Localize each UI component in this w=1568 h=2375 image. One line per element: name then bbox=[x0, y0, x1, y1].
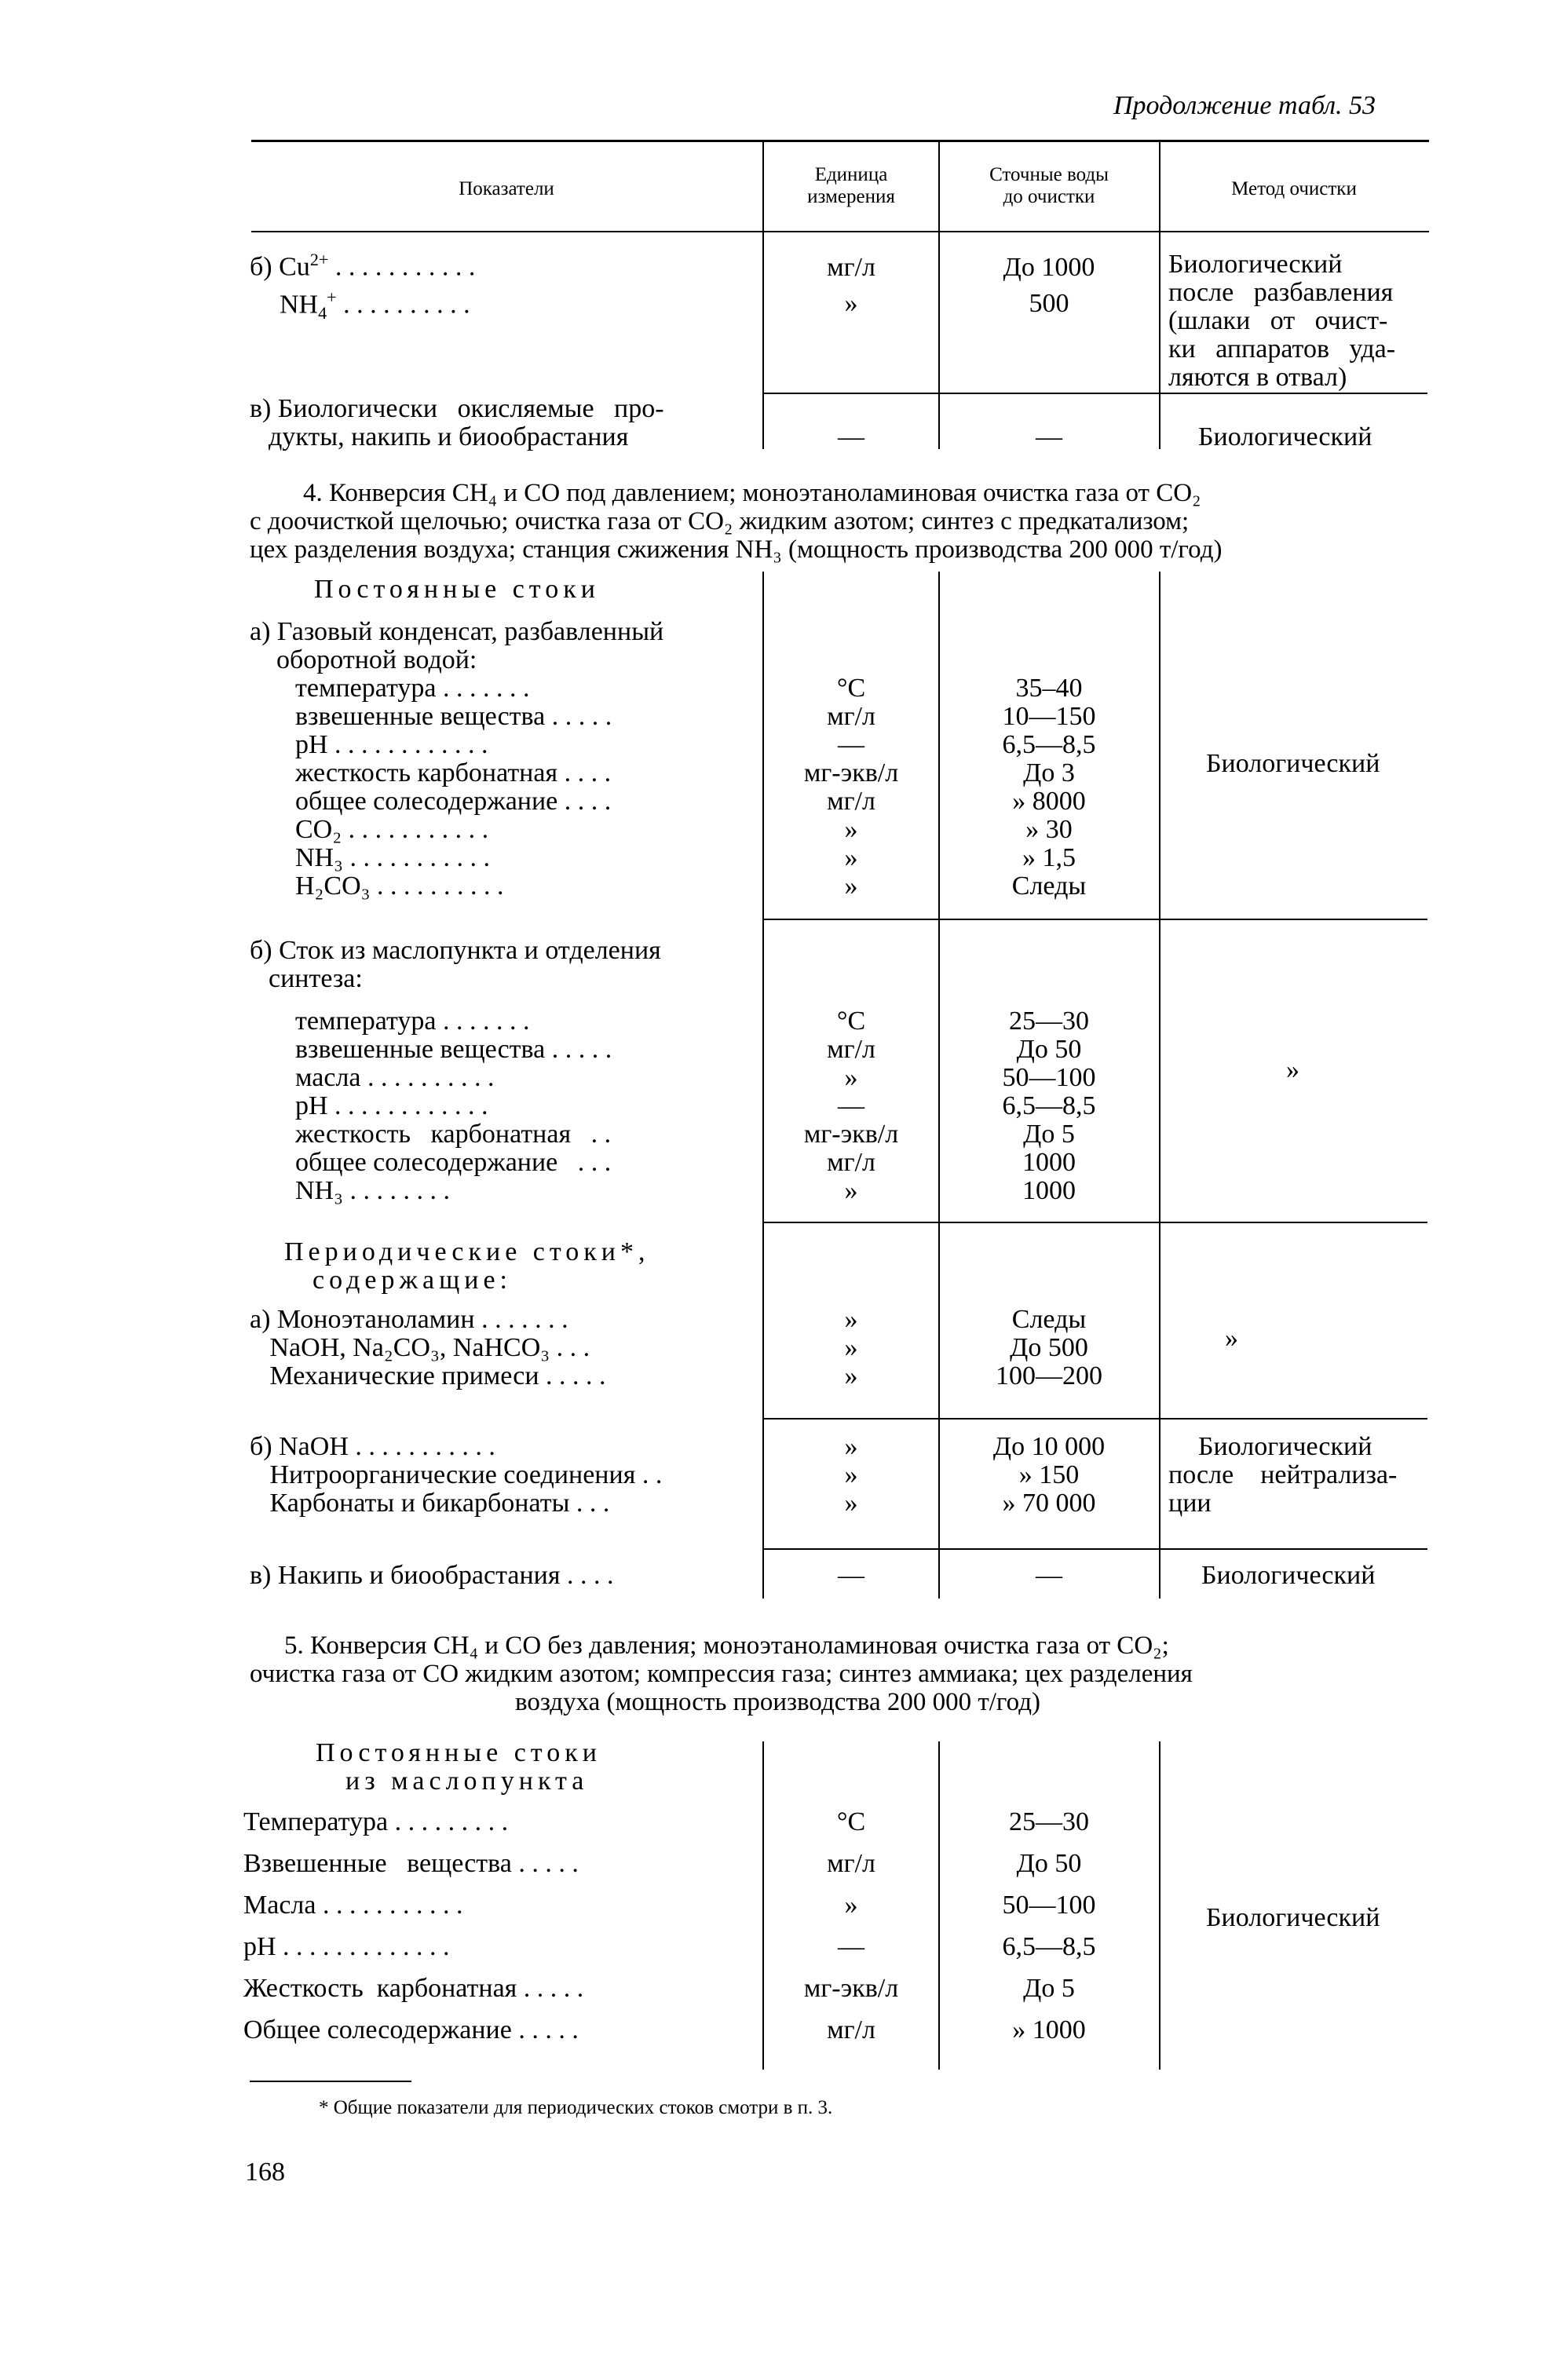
sec4-a-row-unit: — bbox=[838, 730, 864, 759]
sec4-b-row-label: масла . . . . . . . . . . bbox=[295, 1063, 495, 1092]
sec4-a-row-value: Следы bbox=[1011, 871, 1087, 901]
sec4-pv-label: в) Накипь и биообрастания . . . . bbox=[250, 1561, 614, 1590]
sec4-a-row-unit: » bbox=[844, 871, 858, 901]
sec4-a-row-unit: мг/л bbox=[827, 787, 875, 816]
sec4-pb-row-value: » 70 000 bbox=[1002, 1489, 1096, 1518]
sec5-const-title-2: из маслопункта bbox=[345, 1767, 589, 1796]
sec4-pb-row-label: Карбонаты и бикарбонаты . . . bbox=[250, 1489, 610, 1518]
sec5-row-label: Масла . . . . . . . . . . . bbox=[243, 1891, 463, 1920]
sec4-b-row-label: температура . . . . . . . bbox=[295, 1007, 530, 1036]
sec4-a-row-label: жесткость карбонатная . . . . bbox=[295, 758, 612, 787]
row-divider-b bbox=[764, 919, 1427, 920]
col-rule-3a bbox=[1159, 141, 1160, 449]
footnote-rule bbox=[250, 2081, 411, 2082]
sec4-pb-method-3: ции bbox=[1168, 1489, 1212, 1518]
sec4-a-row-label: H₂CO₃ . . . . . . . . . . bbox=[295, 871, 504, 901]
header-before-line2: до очистки bbox=[1003, 186, 1095, 207]
table-top-rule bbox=[251, 140, 1429, 142]
sec4-a-row-value: » 30 bbox=[1025, 815, 1073, 844]
sec4-b-row-value: 25—30 bbox=[1009, 1007, 1089, 1036]
sec5-row-value: До 50 bbox=[1016, 1849, 1082, 1878]
sec4-b-row-label: жесткость карбонатная . . bbox=[295, 1120, 612, 1149]
sec5-row-value: 50—100 bbox=[1002, 1891, 1096, 1920]
sec5-intro-line1: 5. Конверсия CH₄ и CO без давления; моноэтаноламиновая очистка газа от CO₂; bbox=[284, 1631, 1169, 1660]
page-number: 168 bbox=[245, 2158, 285, 2187]
header-method: Метод очистки bbox=[1231, 178, 1357, 199]
sec4-a-row-unit: мг/л bbox=[827, 702, 875, 731]
header-before-line1: Сточные воды bbox=[989, 164, 1109, 185]
sec4-a-row-label: pH . . . . . . . . . . . . bbox=[295, 730, 488, 759]
sec4-a-row-unit: » bbox=[844, 815, 858, 844]
sec5-row-label: Температура . . . . . . . . . bbox=[243, 1807, 509, 1836]
sec4-b-row-unit: — bbox=[838, 1091, 864, 1120]
sec4-a-row-unit: мг-экв/л bbox=[803, 758, 899, 787]
sec4-const-title: Постоянные стоки bbox=[314, 575, 600, 604]
sec4-pb-row-label: б) NaOH . . . . . . . . . . . bbox=[250, 1432, 495, 1461]
sec4-a-row-value: До 3 bbox=[1023, 758, 1075, 787]
sec5-intro-line3: воздуха (мощность производства 200 000 т/год) bbox=[515, 1688, 1040, 1716]
sec4-intro-line2: с доочисткой щелочью; очистка газа от CO₂ жидким азотом; синтез с предкатализом; bbox=[250, 507, 1190, 535]
sec4-pb-row-value: До 10 000 bbox=[992, 1432, 1106, 1461]
sec4-a-row-label: взвешенные вещества . . . . . bbox=[295, 702, 612, 731]
sec5-row-unit: — bbox=[838, 1932, 864, 1961]
sec4-periodic-title-1: Периодические стоки*, bbox=[284, 1237, 650, 1266]
sec4-b-row-unit: мг/л bbox=[827, 1035, 875, 1064]
sec4-a-row-unit: °C bbox=[836, 674, 866, 703]
row-nh4-label: $NH_4^+$ . . . . . . . . . . bbox=[280, 287, 470, 323]
sec4-a-method: Биологический bbox=[1206, 749, 1380, 778]
row-cu-unit: мг/л bbox=[827, 253, 875, 282]
sec4-a-row-label: температура . . . . . . . bbox=[295, 674, 530, 703]
sec4-a-row-value: » 8000 bbox=[1012, 787, 1086, 816]
row-nh4-value: 500 bbox=[1029, 289, 1069, 318]
col-rule-3b bbox=[1159, 572, 1160, 1599]
sec4-pa-row-label: а) Моноэтаноламин . . . . . . . bbox=[250, 1305, 568, 1334]
sec4-a-row-label: CO₂ . . . . . . . . . . . bbox=[295, 815, 489, 844]
sec4-a-row-label: общее солесодержание . . . . bbox=[295, 787, 612, 816]
sec5-row-value: » 1000 bbox=[1012, 2015, 1086, 2044]
continuation-caption: Продолжение табл. 53 bbox=[1113, 91, 1376, 120]
sec4-b-row-unit: » bbox=[844, 1063, 858, 1092]
footnote: * Общие показатели для периодических стоков смотри в п. 3. bbox=[319, 2097, 833, 2118]
row-divider-v bbox=[764, 393, 1427, 394]
sec4-pb-row-label: Нитроорганические соединения . . bbox=[250, 1460, 663, 1489]
row-cu-method-4: ки аппаратов уда- bbox=[1168, 334, 1396, 364]
sec5-row-unit: » bbox=[844, 1891, 858, 1920]
sec4-pa-row-value: Следы bbox=[1011, 1305, 1087, 1334]
header-unit-line2: измерения bbox=[807, 186, 895, 207]
sec4-a-row-value: 35–40 bbox=[1015, 674, 1083, 703]
sec4-a-title-1: а) Газовый конденсат, разбавленный bbox=[250, 617, 664, 646]
sec4-pa-method: » bbox=[1225, 1324, 1238, 1353]
sec4-pa-row-label: NaOH, Na₂CO₃, NaHCO₃ . . . bbox=[250, 1333, 590, 1362]
sec4-b-title-2: синтеза: bbox=[269, 964, 363, 993]
sec5-row-unit: °C bbox=[836, 1807, 866, 1836]
sec4-b-row-value: До 5 bbox=[1023, 1120, 1075, 1149]
sec5-row-label: Общее солесодержание . . . . . bbox=[243, 2015, 579, 2044]
sec4-b-row-label: pH . . . . . . . . . . . . bbox=[295, 1091, 488, 1120]
sec4-b-row-unit: мг/л bbox=[827, 1148, 875, 1177]
sec4-b-row-label: NH₃ . . . . . . . . bbox=[295, 1176, 450, 1205]
sec4-pv-unit: — bbox=[838, 1561, 864, 1590]
sec4-pb-row-unit: » bbox=[844, 1432, 858, 1461]
sec4-b-row-unit: » bbox=[844, 1176, 858, 1205]
sec4-a-row-value: 6,5—8,5 bbox=[1002, 730, 1096, 759]
row-v-value: — bbox=[1036, 422, 1062, 451]
sec4-a-row-value: 10—150 bbox=[1002, 702, 1096, 731]
sec4-pa-row-unit: » bbox=[844, 1361, 858, 1390]
sec4-pa-row-value: До 500 bbox=[1010, 1333, 1088, 1362]
sec4-b-row-value: 1000 bbox=[1022, 1176, 1076, 1205]
row-divider-pb bbox=[764, 1418, 1427, 1420]
sec4-pv-value: — bbox=[1036, 1561, 1062, 1590]
row-v-label-1: в) Биологически окисляемые про- bbox=[250, 394, 664, 423]
sec4-a-row-value: » 1,5 bbox=[1022, 843, 1076, 872]
header-bottom-rule bbox=[251, 231, 1429, 232]
sec5-row-value: До 5 bbox=[1023, 1974, 1075, 2003]
row-v-method: Биологический bbox=[1198, 422, 1372, 451]
sec4-b-row-unit: мг-экв/л bbox=[803, 1120, 899, 1149]
sec4-a-title-2: оборотной водой: bbox=[276, 645, 477, 674]
sec4-pb-method-1: Биологический bbox=[1198, 1432, 1372, 1461]
row-cu-method-5: ляются в отвал) bbox=[1168, 363, 1347, 392]
row-divider-periodic bbox=[764, 1222, 1427, 1223]
header-unit-line1: Единица bbox=[814, 164, 888, 185]
sec4-a-row-label: NH₃ . . . . . . . . . . . bbox=[295, 843, 490, 872]
sec5-row-unit: мг-экв/л bbox=[803, 1974, 899, 2003]
sec5-row-value: 25—30 bbox=[1009, 1807, 1089, 1836]
sec4-b-row-unit: °C bbox=[836, 1007, 866, 1036]
sec4-pv-method: Биологический bbox=[1201, 1561, 1376, 1590]
sec4-pa-row-unit: » bbox=[844, 1305, 858, 1334]
sec4-pb-row-unit: » bbox=[844, 1460, 858, 1489]
row-cu-method-2: после разбавления bbox=[1168, 278, 1394, 307]
row-cu-value: До 1000 bbox=[1003, 253, 1095, 282]
row-v-unit: — bbox=[838, 422, 864, 451]
sec5-row-label: Взвешенные вещества . . . . . bbox=[243, 1849, 579, 1878]
sec4-b-row-label: взвешенные вещества . . . . . bbox=[295, 1035, 612, 1064]
sec5-row-label: Жесткость карбонатная . . . . . bbox=[243, 1974, 584, 2003]
row-cu-method-1: Биологический bbox=[1168, 250, 1343, 279]
row-divider-pv bbox=[764, 1548, 1427, 1550]
sec4-pa-row-label: Механические примеси . . . . . bbox=[250, 1361, 606, 1390]
sec4-pa-row-value: 100—200 bbox=[996, 1361, 1102, 1390]
sec5-method: Биологический bbox=[1206, 1903, 1380, 1932]
sec4-b-row-value: 6,5—8,5 bbox=[1002, 1091, 1096, 1120]
sec4-b-row-value: 1000 bbox=[1022, 1148, 1076, 1177]
sec5-row-value: 6,5—8,5 bbox=[1002, 1932, 1096, 1961]
header-indicators: Показатели bbox=[459, 178, 554, 199]
sec4-pb-method-2: после нейтрализа- bbox=[1168, 1460, 1398, 1489]
sec4-intro-line3: цех разделения воздуха; станция сжижения NH₃ (мощность производства 200 000 т/год) bbox=[250, 535, 1223, 564]
sec4-periodic-title-2: содержащие: bbox=[313, 1266, 512, 1295]
row-cu-method-3: (шлаки от очист- bbox=[1168, 306, 1388, 335]
sec5-row-unit: мг/л bbox=[827, 2015, 875, 2044]
sec4-b-row-value: До 50 bbox=[1016, 1035, 1082, 1064]
sec5-const-title-1: Постоянные стоки bbox=[316, 1738, 601, 1767]
sec4-b-row-value: 50—100 bbox=[1002, 1063, 1096, 1092]
sec4-pb-row-value: » 150 bbox=[1018, 1460, 1080, 1489]
row-v-label-2: дукты, накипь и биообрастания bbox=[269, 422, 629, 451]
sec4-b-method: » bbox=[1286, 1055, 1299, 1084]
col-rule-3c bbox=[1159, 1741, 1160, 2070]
sec4-a-row-unit: » bbox=[844, 843, 858, 872]
sec4-b-title-1: б) Сток из маслопункта и отделения bbox=[250, 936, 661, 965]
row-cu-label: б) $Cu^{2+}$ . . . . . . . . . . . bbox=[250, 250, 476, 282]
sec5-row-unit: мг/л bbox=[827, 1849, 875, 1878]
row-nh4-unit: » bbox=[844, 289, 858, 318]
sec5-intro-line2: очистка газа от CO жидким азотом; компрессия газа; синтез аммиака; цех разделения bbox=[250, 1660, 1193, 1688]
sec4-b-row-label: общее солесодержание . . . bbox=[295, 1148, 612, 1177]
sec4-pb-row-unit: » bbox=[844, 1489, 858, 1518]
sec5-row-label: pH . . . . . . . . . . . . . bbox=[243, 1932, 450, 1961]
sec4-intro-line1: 4. Конверсия CH₄ и CO под давлением; моноэтаноламиновая очистка газа от CO₂ bbox=[303, 479, 1201, 507]
sec4-pa-row-unit: » bbox=[844, 1333, 858, 1362]
